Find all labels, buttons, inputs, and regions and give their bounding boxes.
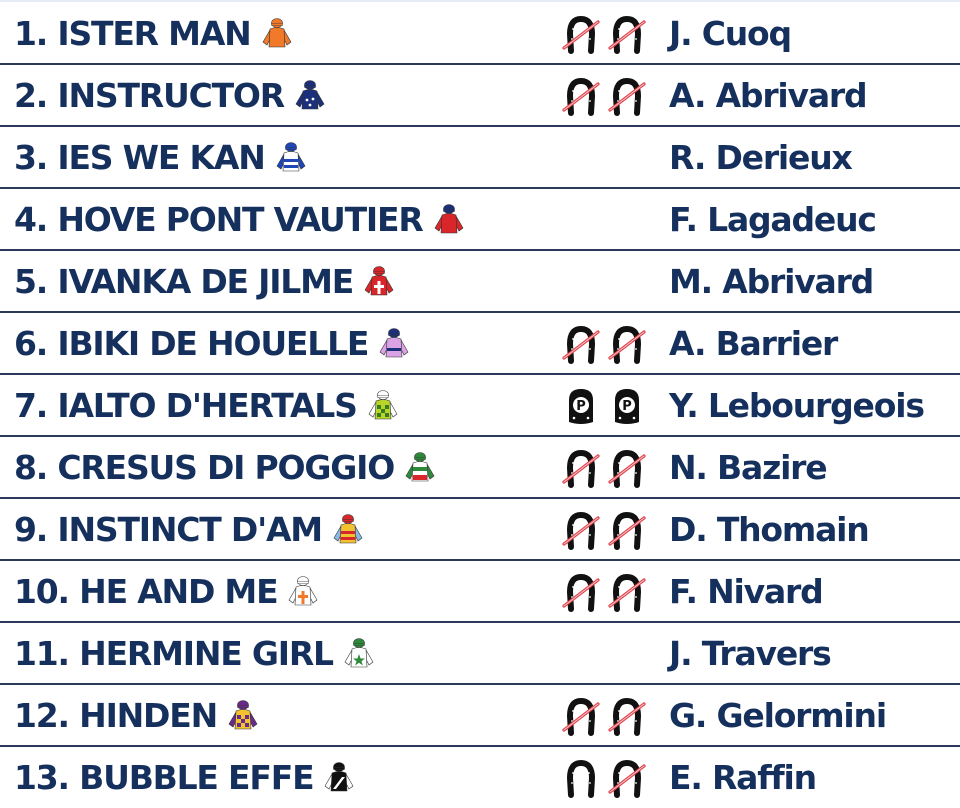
runner-horse	[14, 126, 309, 188]
horse-name: 4. HOVE PONT VAUTIER	[14, 199, 423, 239]
barred-shoe-icon	[607, 448, 647, 488]
driver-name: M. Abrivard	[669, 261, 874, 301]
runner-horse	[14, 250, 397, 312]
runner-row[interactable]	[0, 188, 960, 250]
barred-shoe-icon	[607, 572, 647, 612]
driver-name: A. Barrier	[669, 323, 838, 363]
runner-horse	[14, 498, 366, 560]
runner-row[interactable]	[0, 374, 960, 436]
horse-name: 3. IES WE KAN	[14, 137, 265, 177]
runner-horse	[14, 188, 467, 250]
jockey-silk-icon	[285, 573, 321, 609]
jockey-silk-icon	[341, 635, 377, 671]
shoeing-indicator	[561, 572, 647, 612]
jockey-silk-icon	[431, 201, 467, 237]
runner-horse	[14, 2, 295, 64]
runner-row[interactable]	[0, 250, 960, 312]
runner-horse	[14, 684, 261, 746]
runner-row[interactable]	[0, 436, 960, 498]
shoeing-indicator	[561, 76, 647, 116]
runner-row[interactable]	[0, 560, 960, 622]
driver-name: F. Lagadeuc	[669, 199, 876, 239]
runner-horse	[14, 436, 438, 498]
jockey-silk-icon	[376, 325, 412, 361]
jockey-silk-icon	[225, 697, 261, 733]
horse-name: 5. IVANKA DE JILME	[14, 261, 354, 301]
horse-name: 12. HINDEN	[14, 695, 218, 735]
runner-row[interactable]	[0, 498, 960, 560]
driver-name: J. Travers	[669, 633, 831, 673]
runner-horse	[14, 374, 401, 436]
jockey-silk-icon	[292, 77, 328, 113]
horse-name: 1. ISTER MAN	[14, 13, 251, 53]
barred-shoe-icon	[561, 76, 601, 116]
plate-p-icon	[607, 386, 647, 426]
barred-shoe-icon	[607, 696, 647, 736]
shoeing-indicator	[561, 448, 647, 488]
runner-horse	[14, 64, 328, 126]
runner-row[interactable]	[0, 312, 960, 374]
horse-name: 13. BUBBLE EFFE	[14, 757, 314, 797]
runner-row[interactable]	[0, 622, 960, 684]
shoeing-indicator	[561, 386, 647, 426]
svg-text:P: P	[576, 399, 586, 414]
driver-name: E. Raffin	[669, 757, 816, 797]
barred-shoe-icon	[607, 324, 647, 364]
runner-row[interactable]	[0, 126, 960, 188]
driver-name: N. Bazire	[669, 447, 827, 487]
horseshoe-icon	[561, 758, 601, 798]
runner-row[interactable]	[0, 684, 960, 746]
shoeing-indicator	[561, 324, 647, 364]
barred-shoe-icon	[561, 14, 601, 54]
shoeing-indicator	[561, 758, 647, 798]
barred-shoe-icon	[607, 510, 647, 550]
shoeing-indicator	[561, 510, 647, 550]
barred-shoe-icon	[561, 510, 601, 550]
driver-name: F. Nivard	[669, 571, 823, 611]
driver-name: Y. Lebourgeois	[669, 385, 924, 425]
driver-name: J. Cuoq	[669, 13, 791, 53]
runner-horse	[14, 746, 357, 808]
jockey-silk-icon	[365, 387, 401, 423]
jockey-silk-icon	[321, 759, 357, 795]
jockey-silk-icon	[361, 263, 397, 299]
barred-shoe-icon	[561, 448, 601, 488]
shoeing-indicator	[561, 696, 647, 736]
jockey-silk-icon	[259, 15, 295, 51]
runner-row[interactable]	[0, 64, 960, 126]
driver-name: R. Derieux	[669, 137, 852, 177]
jockey-silk-icon	[330, 511, 366, 547]
horse-name: 11. HERMINE GIRL	[14, 633, 333, 673]
runner-horse	[14, 622, 377, 684]
driver-name: D. Thomain	[669, 509, 869, 549]
horse-name: 2. INSTRUCTOR	[14, 75, 284, 115]
runner-horse	[14, 312, 412, 374]
horse-name: 10. HE AND ME	[14, 571, 278, 611]
runner-horse	[14, 560, 321, 622]
shoeing-indicator	[561, 14, 647, 54]
barred-shoe-icon	[607, 76, 647, 116]
svg-text:P: P	[622, 399, 632, 414]
jockey-silk-icon	[273, 139, 309, 175]
horse-name: 6. IBIKI DE HOUELLE	[14, 323, 369, 363]
plate-p-icon	[561, 386, 601, 426]
barred-shoe-icon	[607, 14, 647, 54]
barred-shoe-icon	[561, 572, 601, 612]
driver-name: A. Abrivard	[669, 75, 867, 115]
horse-name: 8. CRESUS DI POGGIO	[14, 447, 395, 487]
jockey-silk-icon	[402, 449, 438, 485]
horse-name: 9. INSTINCT D'AM	[14, 509, 322, 549]
runner-row[interactable]	[0, 2, 960, 64]
barred-shoe-icon	[561, 696, 601, 736]
runner-row[interactable]	[0, 746, 960, 808]
barred-shoe-icon	[561, 324, 601, 364]
barred-shoe-icon	[607, 758, 647, 798]
horse-name: 7. IALTO D'HERTALS	[14, 385, 357, 425]
driver-name: G. Gelormini	[669, 695, 886, 735]
